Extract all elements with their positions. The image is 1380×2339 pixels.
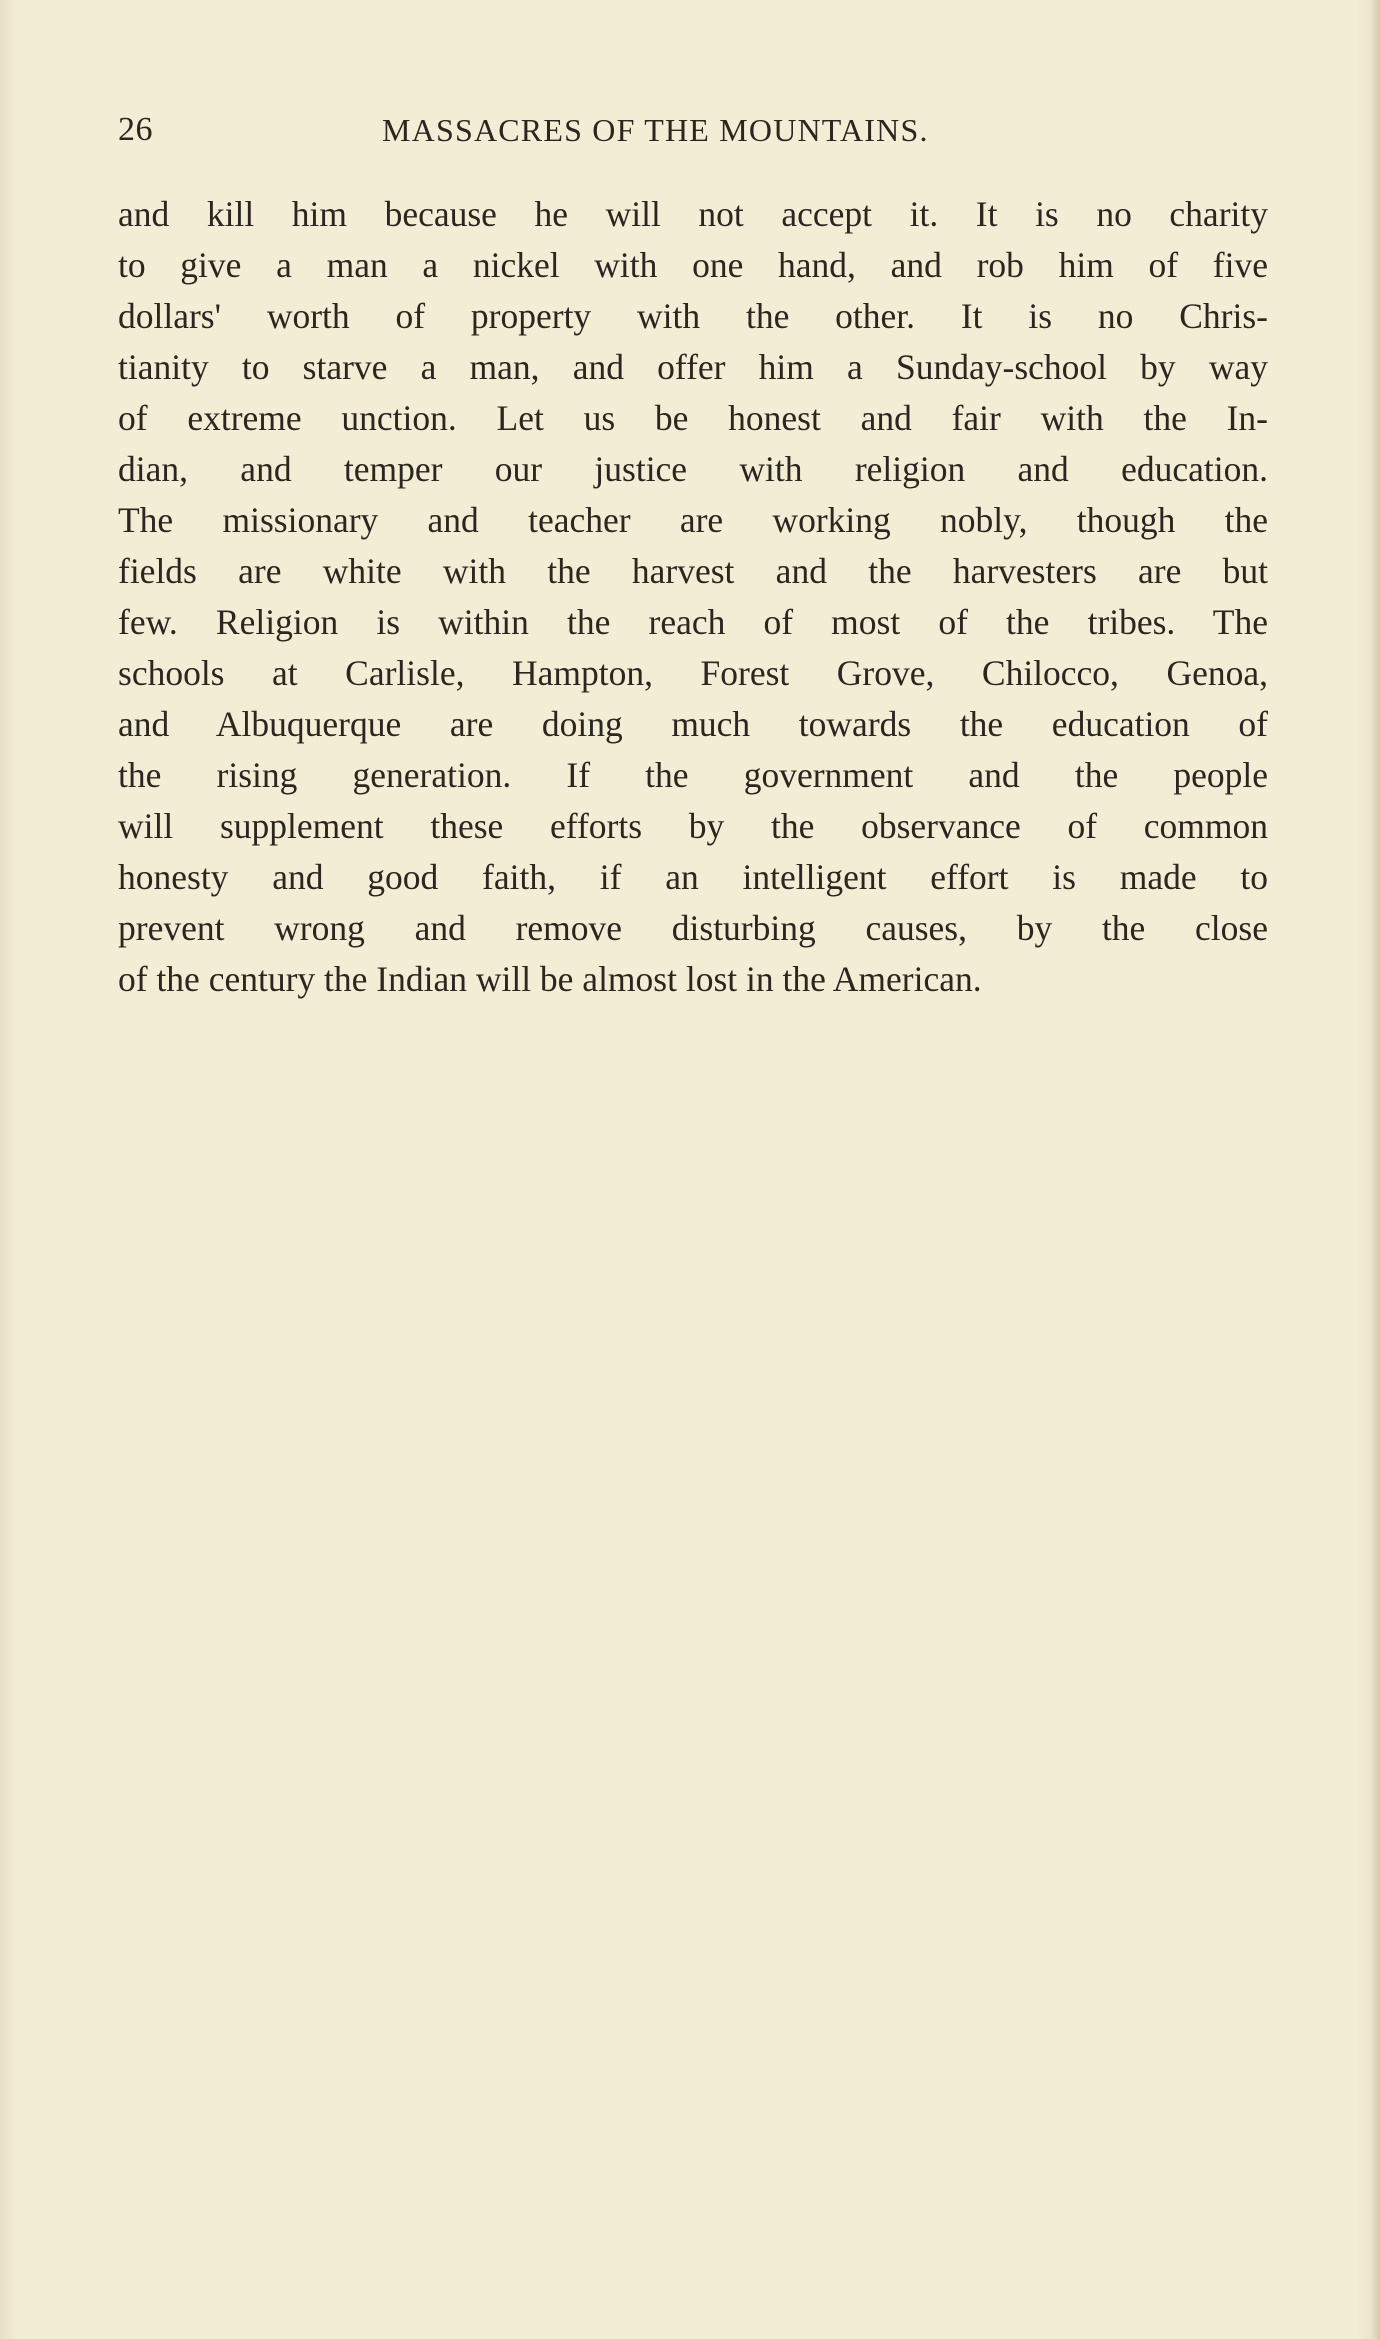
text-line: of extreme unction. Let us be honest and fair with the In- xyxy=(118,398,1268,438)
body-text xyxy=(118,189,1268,1005)
text-line: tianity to starve a man, and offer him a Sunday-school by way xyxy=(118,347,1268,387)
text-line: the rising generation. If the government and the people xyxy=(118,755,1268,795)
text-line: to give a man a nickel with one hand, and rob him of five xyxy=(118,245,1268,285)
page-edge-shadow xyxy=(1370,0,1380,2339)
text-line: few. Religion is within the reach of most of the tribes. The xyxy=(118,602,1268,642)
page-number: 26 xyxy=(118,111,153,148)
text-line: dian, and temper our justice with religion and education. xyxy=(118,449,1268,489)
running-head: MASSACRES OF THE MOUNTAINS. xyxy=(382,112,929,148)
page-header xyxy=(118,110,1268,160)
text-line: will supplement these efforts by the observance of common xyxy=(118,806,1268,846)
text-line: schools at Carlisle, Hampton, Forest Grove, Chilocco, Genoa, xyxy=(118,653,1268,693)
text-line: and kill him because he will not accept it. It is no charity xyxy=(118,194,1268,234)
text-line: prevent wrong and remove disturbing causes, by the close xyxy=(118,908,1268,948)
text-line: fields are white with the harvest and the harvesters are but xyxy=(118,551,1268,591)
text-line: dollars' worth of property with the other. It is no Chris- xyxy=(118,296,1268,336)
text-line: of the century the Indian will be almost lost in the American. xyxy=(118,959,982,999)
text-line: honesty and good faith, if an intelligent effort is made to xyxy=(118,857,1268,897)
text-line: and Albuquerque are doing much towards the education of xyxy=(118,704,1268,744)
text-line: The missionary and teacher are working nobly, though the xyxy=(118,500,1268,540)
